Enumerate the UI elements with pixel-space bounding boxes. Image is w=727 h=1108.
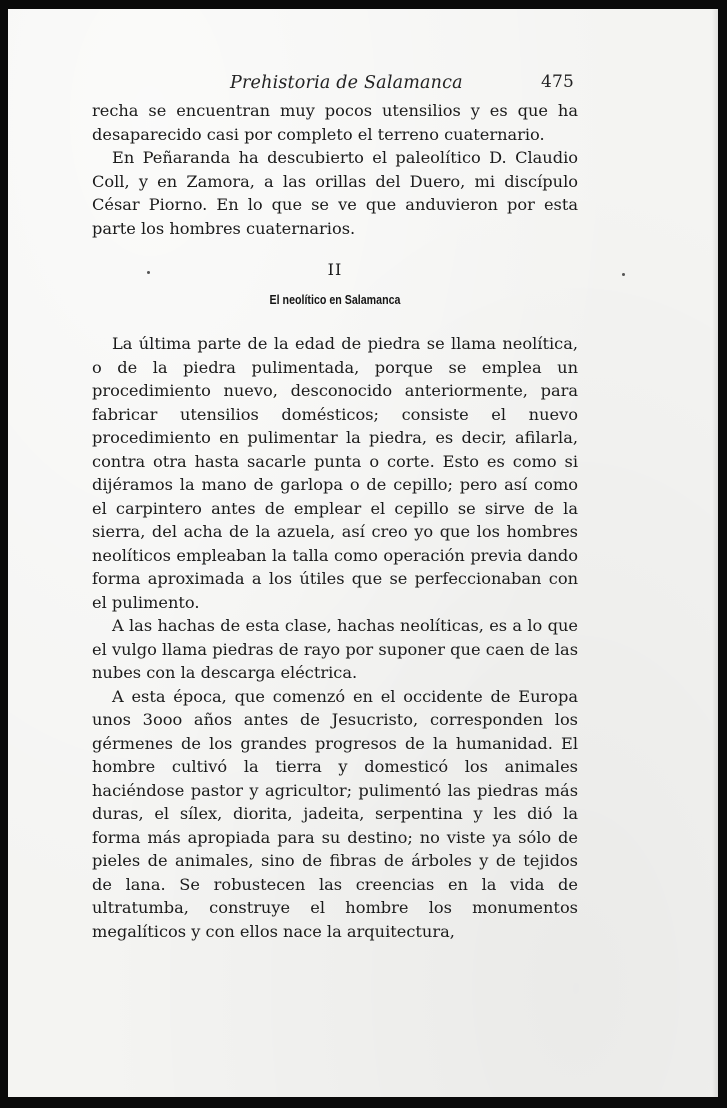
section-title: El neolítico en Salamanca [269,292,401,307]
paragraph: La última parte de la edad de piedra se llama neolítica, o de la piedra pulimentada, porque se emplea un procedimiento nuevo, desconocido anteriormente, para fabricar utensilios domésticos; consiste el nuevo procedimiento en pulimentar la piedra, es decir, afilarla, contra otra hasta sacarle punta o corte. Esto es como si dijéramos la mano de garlopa o de cepillo; pero así como el carpintero antes de emplear el cepillo se sirve de la sierra, del acha de la azuela, así creo yo que los hombres neolíticos empleaban la talla como operación previa dando forma aproximada a los útiles que se perfeccionaban con el pulimento. [92,334,578,612]
page-number: 475 [540,72,574,92]
running-title: Prehistoria de Salamanca [230,73,463,93]
ink-speck [622,273,625,276]
section-numeral: II [327,260,343,279]
running-head [92,65,578,99]
book-page [8,9,718,1097]
paragraph: En Peñaranda ha descubierto el paleolítico D. Claudio Coll, y en Zamora, a las orillas del Duero, mi discípulo César Piorno. En lo que se ve que anduvieron por esta parte los hombres cuaternarios. [92,148,578,238]
paragraph: A esta época, que comenzó en el occidente de Europa unos 3ooo años antes de Jesucristo, corresponden los gérmenes de los grandes progresos de la humanidad. El hombre cultivó la tierra y domesticó los animales haciéndose pastor y agricultor; pulimentó las piedras más duras, el sílex, diorita, jadeita, serpentina y les dió la forma más apropiada para su destino; no viste ya sólo de pieles de animales, sino de fibras de árboles y de tejidos de lana. Se robustecen las creencias en la vida de ultratumba, construye el hombre los monumentos megalíticos y con ellos nace la arquitectura, [92,686,578,941]
text-block [92,65,578,943]
paragraph-continuation: recha se encuentran muy pocos utensilios y es que ha desaparecido casi por completo el terreno cuaternario. [92,101,578,144]
page-edge-shadow [712,9,718,1097]
paragraph: A las hachas de esta clase, hachas neolíticas, es a lo que el vulgo llama piedras de rayo por suponer que caen de las nubes con la descarga eléctrica. [92,616,578,682]
